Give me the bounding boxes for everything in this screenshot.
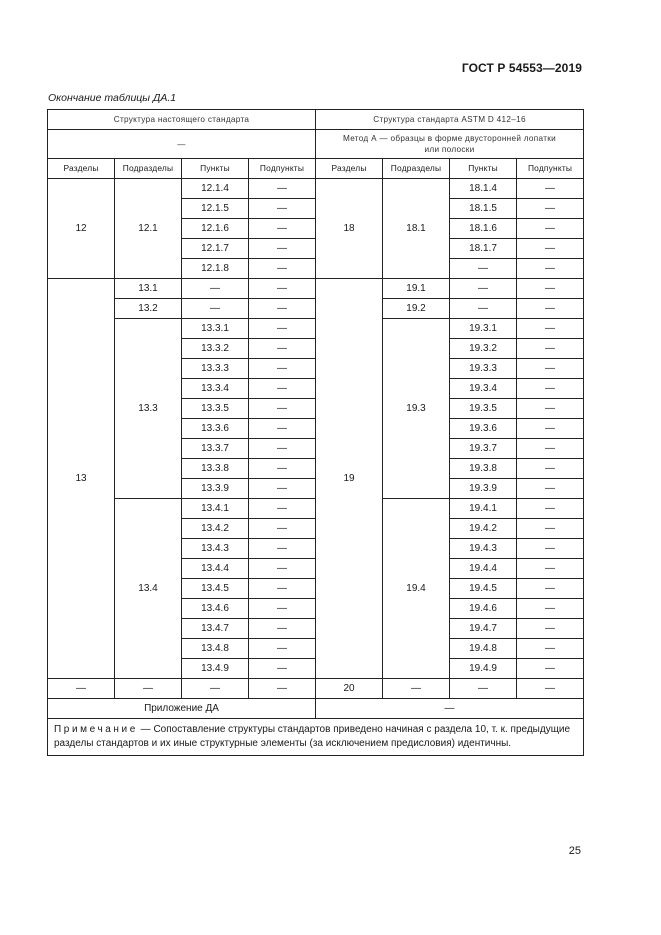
- item-cell: 19.4.5: [450, 579, 517, 599]
- subitem-cell: —: [249, 379, 316, 399]
- subsection-cell: 13.4: [115, 499, 182, 679]
- item-cell: 13.3.7: [182, 439, 249, 459]
- subsection-cell: 19.3: [383, 319, 450, 499]
- document-number: ГОСТ Р 54553—2019: [461, 61, 582, 75]
- item-cell: 13.4.7: [182, 619, 249, 639]
- subitem-cell: —: [249, 679, 316, 699]
- subsection-cell: 12.1: [115, 179, 182, 279]
- col-header: Разделы: [316, 159, 383, 179]
- subitem-cell: —: [249, 279, 316, 299]
- subitem-cell: —: [249, 299, 316, 319]
- subitem-cell: —: [249, 499, 316, 519]
- table-caption: Окончание таблицы ДА.1: [48, 92, 177, 104]
- page-number: 25: [568, 845, 581, 857]
- item-cell: —: [450, 279, 517, 299]
- item-cell: 13.4.5: [182, 579, 249, 599]
- right-method-line2: или полоски: [424, 145, 475, 154]
- subitem-cell: —: [517, 539, 584, 559]
- item-cell: —: [182, 299, 249, 319]
- subitem-cell: —: [517, 459, 584, 479]
- item-cell: 13.3.5: [182, 399, 249, 419]
- section-cell: 19: [316, 279, 383, 679]
- right-method-cell: [316, 130, 584, 159]
- item-cell: 19.4.9: [450, 659, 517, 679]
- note-row: [48, 719, 584, 756]
- item-cell: 12.1.6: [182, 219, 249, 239]
- subsection-cell: —: [115, 679, 182, 699]
- subsection-cell: 19.4: [383, 499, 450, 679]
- section-cell: 12: [48, 179, 115, 279]
- table-row: [48, 179, 584, 199]
- item-cell: 13.4.6: [182, 599, 249, 619]
- item-cell: 19.3.2: [450, 339, 517, 359]
- item-cell: 13.3.6: [182, 419, 249, 439]
- item-cell: 19.4.1: [450, 499, 517, 519]
- item-cell: 13.3.3: [182, 359, 249, 379]
- table-row: [48, 499, 584, 519]
- subitem-cell: —: [517, 199, 584, 219]
- subitem-cell: —: [249, 399, 316, 419]
- item-cell: 13.3.2: [182, 339, 249, 359]
- note-text: — Сопоставление структуры стандартов приведено начиная с раздела 10, т. к. предыдущие разделы стандартов и их иные структурные элементы (за исключением предисловия) идентичны.: [54, 724, 571, 749]
- item-cell: 13.4.2: [182, 519, 249, 539]
- item-cell: —: [450, 259, 517, 279]
- subitem-cell: —: [517, 299, 584, 319]
- table-row: [48, 279, 584, 299]
- subitem-cell: —: [249, 639, 316, 659]
- item-cell: 13.4.4: [182, 559, 249, 579]
- subitem-cell: —: [249, 219, 316, 239]
- appendix-row: [48, 699, 584, 719]
- item-cell: 12.1.7: [182, 239, 249, 259]
- subitem-cell: —: [249, 659, 316, 679]
- subsection-cell: 19.2: [383, 299, 450, 319]
- item-cell: 19.4.7: [450, 619, 517, 639]
- col-header: Пункты: [182, 159, 249, 179]
- subitem-cell: —: [517, 439, 584, 459]
- appendix-right-cell: —: [316, 699, 584, 719]
- table-row: [48, 299, 584, 319]
- item-cell: 18.1.5: [450, 199, 517, 219]
- item-cell: 18.1.7: [450, 239, 517, 259]
- col-header: Подразделы: [115, 159, 182, 179]
- item-cell: 19.4.4: [450, 559, 517, 579]
- item-cell: 12.1.4: [182, 179, 249, 199]
- item-cell: 13.3.9: [182, 479, 249, 499]
- subsection-cell: 18.1: [383, 179, 450, 279]
- subitem-cell: —: [517, 219, 584, 239]
- item-cell: 19.3.5: [450, 399, 517, 419]
- subitem-cell: —: [517, 419, 584, 439]
- subitem-cell: —: [249, 319, 316, 339]
- item-cell: 19.3.1: [450, 319, 517, 339]
- subsection-cell: 13.2: [115, 299, 182, 319]
- item-cell: 19.4.8: [450, 639, 517, 659]
- table-row: [48, 679, 584, 699]
- item-cell: 18.1.4: [450, 179, 517, 199]
- item-cell: —: [182, 279, 249, 299]
- subitem-cell: —: [517, 679, 584, 699]
- section-cell: 20: [316, 679, 383, 699]
- subitem-cell: —: [517, 179, 584, 199]
- note-cell: [48, 719, 584, 756]
- subitem-cell: —: [249, 179, 316, 199]
- section-cell: 13: [48, 279, 115, 679]
- table-row: [48, 319, 584, 339]
- col-header: Разделы: [48, 159, 115, 179]
- col-header: Подпункты: [517, 159, 584, 179]
- subsection-cell: 19.1: [383, 279, 450, 299]
- item-cell: —: [450, 679, 517, 699]
- subsection-cell: 13.3: [115, 319, 182, 499]
- subitem-cell: —: [517, 279, 584, 299]
- item-cell: 12.1.5: [182, 199, 249, 219]
- item-cell: 13.3.1: [182, 319, 249, 339]
- subitem-cell: —: [517, 259, 584, 279]
- subitem-cell: —: [249, 539, 316, 559]
- subitem-cell: —: [517, 479, 584, 499]
- item-cell: 13.4.9: [182, 659, 249, 679]
- item-cell: 19.3.8: [450, 459, 517, 479]
- note-label: Примечание: [54, 724, 138, 735]
- item-cell: 12.1.8: [182, 259, 249, 279]
- item-cell: 13.4.1: [182, 499, 249, 519]
- subitem-cell: —: [517, 239, 584, 259]
- item-cell: 13.3.8: [182, 459, 249, 479]
- right-method-line1: Метод А — образцы в форме двусторонней лопатки: [343, 134, 557, 143]
- subitem-cell: —: [249, 199, 316, 219]
- item-cell: 19.4.3: [450, 539, 517, 559]
- subitem-cell: —: [249, 479, 316, 499]
- subitem-cell: —: [517, 579, 584, 599]
- subitem-cell: —: [517, 359, 584, 379]
- col-header: Подпункты: [249, 159, 316, 179]
- subitem-cell: —: [517, 639, 584, 659]
- subitem-cell: —: [517, 559, 584, 579]
- item-cell: —: [182, 679, 249, 699]
- item-cell: 19.4.2: [450, 519, 517, 539]
- subitem-cell: —: [249, 419, 316, 439]
- subitem-cell: —: [249, 519, 316, 539]
- item-cell: 19.3.6: [450, 419, 517, 439]
- col-header: Подразделы: [383, 159, 450, 179]
- subitem-cell: —: [517, 499, 584, 519]
- subitem-cell: —: [249, 239, 316, 259]
- section-cell: 18: [316, 179, 383, 279]
- subitem-cell: —: [249, 619, 316, 639]
- item-cell: 13.4.3: [182, 539, 249, 559]
- item-cell: 19.3.3: [450, 359, 517, 379]
- subitem-cell: —: [517, 659, 584, 679]
- column-header-row: [48, 159, 584, 179]
- subitem-cell: —: [249, 559, 316, 579]
- subitem-cell: —: [517, 339, 584, 359]
- subitem-cell: —: [249, 459, 316, 479]
- subsection-cell: 13.1: [115, 279, 182, 299]
- item-cell: 19.3.4: [450, 379, 517, 399]
- item-cell: 19.3.7: [450, 439, 517, 459]
- subsection-cell: —: [383, 679, 450, 699]
- right-structure-title: Структура стандарта ASTM D 412–16: [316, 110, 584, 130]
- item-cell: 19.3.9: [450, 479, 517, 499]
- appendix-cell: Приложение ДА: [48, 699, 316, 719]
- item-cell: 18.1.6: [450, 219, 517, 239]
- subitem-cell: —: [517, 599, 584, 619]
- structure-comparison-table: [47, 109, 584, 756]
- subitem-cell: —: [517, 379, 584, 399]
- subitem-cell: —: [249, 599, 316, 619]
- subitem-cell: —: [249, 439, 316, 459]
- subitem-cell: —: [517, 519, 584, 539]
- section-cell: —: [48, 679, 115, 699]
- subitem-cell: —: [517, 619, 584, 639]
- left-method-cell: —: [48, 130, 316, 159]
- subitem-cell: —: [249, 339, 316, 359]
- left-structure-title: Структура настоящего стандарта: [48, 110, 316, 130]
- col-header: Пункты: [450, 159, 517, 179]
- subitem-cell: —: [249, 359, 316, 379]
- subitem-cell: —: [249, 259, 316, 279]
- subitem-cell: —: [249, 579, 316, 599]
- item-cell: 13.4.8: [182, 639, 249, 659]
- item-cell: 13.3.4: [182, 379, 249, 399]
- subitem-cell: —: [517, 319, 584, 339]
- item-cell: —: [450, 299, 517, 319]
- subitem-cell: —: [517, 399, 584, 419]
- item-cell: 19.4.6: [450, 599, 517, 619]
